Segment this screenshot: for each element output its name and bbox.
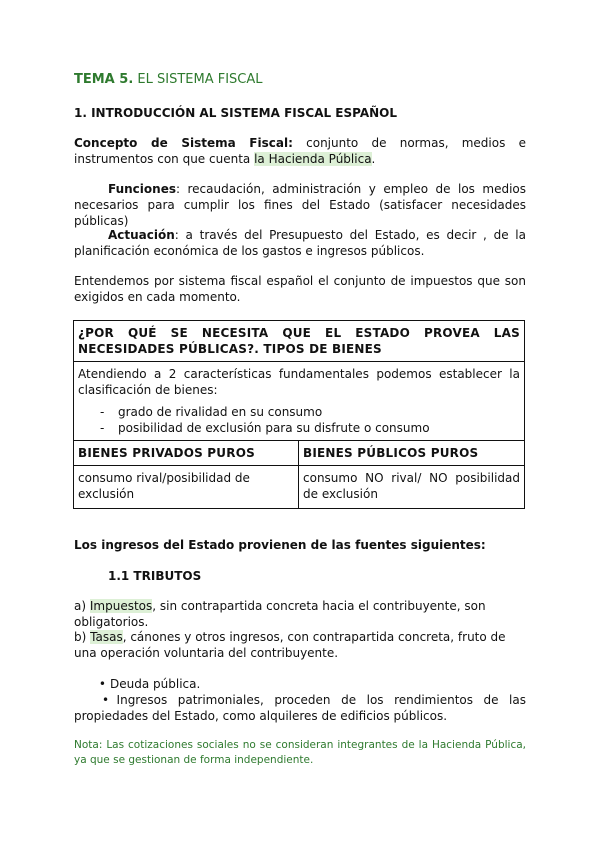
col-public-text: consumo NO rival/ NO posibilidad de exclusión bbox=[299, 466, 525, 509]
table-header: ¿POR QUÉ SE NECESITA QUE EL ESTADO PROVEA LAS NECESIDADES PÚBLICAS?. TIPOS DE BIENES bbox=[74, 321, 525, 362]
ingresos-heading: Los ingresos del Estado provienen de las fuentes siguientes: bbox=[74, 538, 486, 552]
item-b-text: , cánones y otros ingresos, con contrapartida concreta, fruto de una operación voluntaria del contribuyente. bbox=[74, 630, 506, 660]
title-text: EL SISTEMA FISCAL bbox=[137, 72, 263, 87]
bullet-text: Deuda pública. bbox=[110, 677, 201, 691]
tributos-heading: 1.1 TRIBUTOS bbox=[108, 569, 202, 583]
item-a-text: , sin contrapartida concreta hacia el contribuyente, son obligatorios. bbox=[74, 599, 486, 629]
actuacion-text: : a través del Presupuesto del Estado, es decir , de la planificación económica de los gastos e ingresos públicos. bbox=[74, 228, 526, 258]
col-private-head: BIENES PRIVADOS PUROS bbox=[74, 441, 299, 466]
note-text: Nota: Las cotizaciones sociales no se consideran integrantes de la Hacienda Pública, ya que se gestionan de forma independiente. bbox=[74, 739, 526, 766]
bullet-item bbox=[74, 692, 526, 724]
document-title bbox=[74, 72, 526, 88]
item-b-highlight: Tasas bbox=[90, 630, 123, 644]
criteria-item: - grado de rivalidad en su consumo bbox=[78, 404, 520, 420]
actuacion-paragraph bbox=[74, 227, 526, 259]
criteria-item: - posibilidad de exclusión para su disfrute o consumo bbox=[78, 420, 520, 436]
bullet-icon: • bbox=[102, 693, 110, 707]
goods-table bbox=[73, 320, 525, 509]
funciones-label: Funciones bbox=[108, 182, 176, 196]
item-a-highlight: Impuestos bbox=[89, 599, 153, 613]
concept-paragraph bbox=[74, 135, 526, 167]
concept-highlight: la Hacienda Pública bbox=[254, 152, 372, 166]
col-public-head: BIENES PÚBLICOS PUROS bbox=[299, 441, 525, 466]
concept-end: . bbox=[371, 152, 376, 166]
funciones-text: : recaudación, administración y empleo de los medios necesarios para cumplir los fines del Estado (satisfacer necesidades públicas) bbox=[74, 182, 526, 228]
title-number: TEMA 5. bbox=[74, 72, 134, 87]
funciones-paragraph bbox=[74, 181, 526, 229]
table-intro: Atendiendo a 2 características fundamentales podemos establecer la clasificación de bienes: bbox=[78, 367, 520, 397]
entendemos-paragraph: Entendemos por sistema fiscal español el conjunto de impuestos que son exigidos en cada momento. bbox=[74, 274, 526, 304]
col-private-text: consumo rival/posibilidad de exclusión bbox=[74, 466, 299, 509]
table-intro-cell bbox=[74, 362, 525, 441]
item-b-prefix: b) bbox=[74, 630, 87, 644]
item-a bbox=[74, 598, 526, 630]
item-a-prefix: a) bbox=[74, 599, 87, 613]
bullet-text: Ingresos patrimoniales, proceden de los rendimientos de las propiedades del Estado, como alquileres de edificios públicos. bbox=[74, 693, 526, 723]
item-b bbox=[74, 629, 526, 661]
bullet-item bbox=[74, 676, 526, 692]
actuacion-label: Actuación bbox=[108, 228, 175, 242]
concept-text: conjunto de normas, medios e instrumentos con que cuenta bbox=[74, 136, 526, 166]
section-heading: 1. INTRODUCCIÓN AL SISTEMA FISCAL ESPAÑOL bbox=[74, 106, 398, 120]
concept-label: Concepto de Sistema Fiscal: bbox=[74, 136, 293, 150]
bullet-icon: • bbox=[98, 677, 106, 691]
criteria-list bbox=[78, 404, 520, 436]
